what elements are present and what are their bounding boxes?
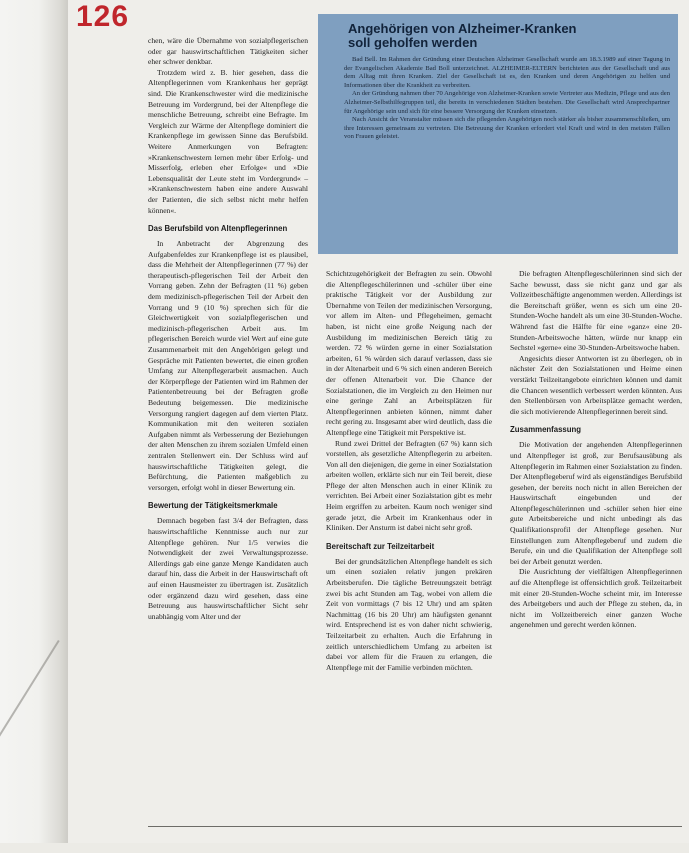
info-box-title-line2: soll geholfen werden bbox=[348, 35, 478, 50]
paragraph: Demnach begeben fast 3/4 der Befragten, dass hauswirtschaftliche Kenntnisse auch nur zur Altenpflege gehören. Nur 1/5 verwies die Notwendigkeit der zwei Verwaltungsprozesse. Allerdings gab eine ganze Menge Kandidaten auch darauf hin, dass die Arbeit in der Hauswirtschaft oft auf einen Hausmeister zu übertragen ist. Zusätzlich oder ergänzend dazu wird gesehen, dass eine Betreuung aus hauswirtschaftlicher Sicht sehr unabhängig vom Alter und der bbox=[148, 516, 308, 621]
column-right bbox=[510, 269, 682, 631]
paragraph: Rund zwei Drittel der Befragten (67 %) kann sich vorstellen, als gesetzliche Altenpflegerin zu arbeiten. Von all den diejenigen, die gerne in einer Sozialstation arbeiten wollen, erklärte sich nur ein Teil bereit, diese Pflege der alten Menschen auch in einer Klinik zu verrichten. Bei Arbeit einer Sozialstation gibt es mehr Heim ergriffen zu arbeiten. Kaum noch weniger sind gerade jetzt, die Arbeit im Krankenhaus oder in Kliniken. Der Ansturm ist dabei nicht sehr groß. bbox=[326, 438, 492, 533]
paragraph: Die befragten Altenpflegeschülerinnen sind sich der Sache bewusst, dass sie nicht ganz und gar als Vollzeitbeschäftigte angenommen werden. Allerdings ist die Bereitschaft größer, wenn es sich um eine 20-Stunden-Woche handelt als um eine 30-Stunden-Woche. Während fast die Hälfte für eine »ganz« eine 20-Stunden-Arbeitswoche hätten, würde nur knapp ein Sechstel »gerne« eine 30-Stunden-Arbeitswoche haben. bbox=[510, 269, 682, 353]
paragraph: chen, wäre die Übernahme von sozialpflegerischen oder gar hauswirtschaftlichen Tätigkeiten sicher eher schwer denkbar. bbox=[148, 36, 308, 67]
page-bottom-rule bbox=[148, 826, 682, 827]
paragraph: Trotzdem wird z. B. hier gesehen, dass die Altenpflegerinnen vom Krankenhaus her geprägt sind. Die Krankenschwester wird die medizinische Betreuung im Vordergrund, bei der Altenpflege die menschliche Betreuung, schreibt eine Befragte. Im Vergleich zur Wärme der Altenpflege dominiert die Krankenpflege im gewissen Sinne das Berufsbild. Weitere Anmerkungen von Befragten: »Krankenschwestern lernen mehr über Erfolg- und Misserfolg, erleben eher Erfolge« und »Die Lebensqualität der Leute steht im Vordergrund« – »Krankenschwestern haben eine andere Auswahl der Patienten, die sich selbst nicht mehr helfen können«. bbox=[148, 67, 308, 215]
column-middle bbox=[326, 269, 492, 673]
paragraph: Die Motivation der angehenden Altenpflegerinnen und Altenpfleger ist groß, zur Berufsausübung als Altenpflegerin im Rahmen einer Sozialstation zu finden. Der Altenpflegeberuf wird als eigenständiges Berufsbild gesehen, der bereits noch nicht in allen Bereichen der Hauswirtschaft eingebunden und der Altenpflegeschülerinnen und -schüler sehen hier eine gute Arbeitsbereiche und nicht unbedingt als das Qualifikationsprofil der Altenpflege gesehen. Nur Einstellungen zum Altenpflegeberuf und zudem die Berufe, ein und die Qualifikation der Altenpflege soll bei der Arbeit genutzt werden. bbox=[510, 440, 682, 566]
paragraph: Schichtzugehörigkeit der Befragten zu sein. Obwohl die Altenpflegeschülerinnen und -schüler über eine praktische Tätigkeit vor der Ausbildung zur Übernahme von Teilen der medizinischen Versorgung, vor allem im Alten- und Pflegeheimen, gemacht haben, ist nicht eine große Neigung nach der Ausbildung im medizinischen Bereich tätig zu werden. 72 % würden gerne in einer Sozialstation arbeiten, 61 % würden sich darauf verlassen, dass sie in der Altenarbeit und 6 % sich einen anderen Bereich der offenen Altenarbeit vor. Die Chance der Sozialstationen, die im Vergleich zu den Heimen nur eine geringe Zahl an Arbeitsplätzen für Altenpflegerinnen anbieten können, nimmt daher recht gering zu. Insgesamt aber wird deutlich, dass die Altenpflege eine Tätigkeit mit Perspektive ist. bbox=[326, 269, 492, 437]
column-left bbox=[148, 36, 308, 622]
page-number: 126 bbox=[76, 0, 130, 33]
info-box-title bbox=[348, 22, 668, 50]
paragraph: Die Ausrichtung der vielfältigen Altenpflegerinnen auf die Altenpflege ist offensichtlich groß. Teilzeitarbeit mit einer 20-Stunden-Woche scheint mir, im Interesse des Arbeitgebers und auch der Pflege zu stehen, da, in nicht im Vollzeitbereich einer ganzen Woche angenehmen und gerecht werden können. bbox=[510, 567, 682, 630]
paragraph: In Anbetracht der Abgrenzung des Aufgabenfeldes zur Krankenpflege ist es plausibel, dass die Mehrheit der Altenpflegerinnen (77 %) der therapeutisch-pflegerischen Teil der Arbeit den Vorrang geben. Zehn der Befragten (11 %) geben dem medizinisch-pflegerischen Teil der Arbeit den Vorrang und 9 (10 %) sprechen sich für die Gleichwertigkeit von sozialpflegerischen und medizinisch-pflegerischen Arbeit aus. Im pflegerischen Bereich wurde viel Wert auf eine gute Zusammenarbeit mit den Angehörigen gelegt und Gespräche mit Patienten bewertet, die einen großen Umfang zur Altenpflegerarbeit ausmachen. Auch der Körperpflege der Patienten wird im Rahmen der Patientenbetreuung bei der Befragten große Bedeutung beigemessen. Die medizinische Versorgung rangiert dagegen auf dem vierten Platz. Kommunikation mit den weiteren sozialen Aufgaben nimmt als Verbesserung der Beziehungen der alten Menschen zu ihrem sozialen Umfeld einen zentralen Stellenwert ein. Der Schluss wird auf hauswirtschaftliche Tätigkeiten gelegt, die Befürchtung, die Patienten maßgeblich zu versorgen, erfolgt wohl in dieser Bewertung ein. bbox=[148, 239, 308, 492]
section-heading: Bereitschaft zur Teilzeitarbeit bbox=[326, 541, 435, 551]
info-box-paragraph: An der Gründung nahmen über 70 Angehörige von Alzheimer-Kranken sowie Vertreter aus Medizin, Pflege und aus den Alzheimer-Selbsthilfegruppen teil, die bereits in verschiedenen Städten bestehen. Die Gesellschaft wird Ansprechpartner für Angehörige sein und sich für eine bessere Versorgung der Kranken einsetzen. bbox=[344, 90, 670, 115]
info-box-text bbox=[344, 56, 670, 142]
info-box-paragraph: Nach Ansicht der Veranstalter müssen sich die pflegenden Angehörigen noch stärker als bisher zusammenschließen, um ihre Interessen gemeinsam zu vertreten. Die Betreuung der Kranken erfordert viel Kraft und wird in den meisten Fällen von Frauen geleistet. bbox=[344, 116, 670, 141]
paragraph: Bei der grundsätzlichen Altenpflege handelt es sich um einen sozialen relativ jungen prekären Arbeitsberufen. Die tägliche Betreuungszeit beträgt zwei bis acht Stunden am Tag, wobei von allem die Zeit von vormittags (7 bis 12 Uhr) und am späten Nachmittag (16 bis 20 Uhr) am häufigsten genannt wird. Entsprechend ist es von daher nicht schwierig, Teilzeitarbeit zu erhalten. Auch die Erfahrung in zeitlich unterschiedlichem Umfang zu arbeiten ist dabei vor allem für die Frauen zu erlangen, die Altenpflege mit der Familie verbinden möchten. bbox=[326, 556, 492, 672]
section-heading: Zusammenfassung bbox=[510, 425, 582, 435]
section-heading: Bewertung der Tätigkeitsmerkmale bbox=[148, 501, 278, 511]
info-box-title-line1: Angehörigen von Alzheimer-Kranken bbox=[348, 21, 577, 36]
paragraph: Angesichts dieser Antworten ist zu überlegen, ob in nächster Zeit den Sozialstationen und Heime einen verstärkt Teilzeitangebote einrichten können und damit die Chancen wesentlich verbessert werden könnten. Aus den Stellenbörsen von Arbeitsplätze gemacht werden, die sich motivierende Altenpflegerinnen bereit sind. bbox=[510, 353, 682, 416]
section-heading: Das Berufsbild von Altenpflegerinnen bbox=[148, 224, 288, 234]
info-box-paragraph: Bad Bell. Im Rahmen der Gründung einer Deutschen Alzheimer Gesellschaft wurde am 18.3.1989 auf einer Tagung in der Evangelischen Akademie Bad Boll unterzeichnet. ALZHEIMER-ELTERN berichteten aus der Gesellschaft und aus dem Alltag mit ihren Kranken. Ziel der Gesellschaft ist es, den Kranken und deren Angehörigen zu helfen und Informationen über die Krankheit zu verbreiten. bbox=[344, 56, 670, 89]
